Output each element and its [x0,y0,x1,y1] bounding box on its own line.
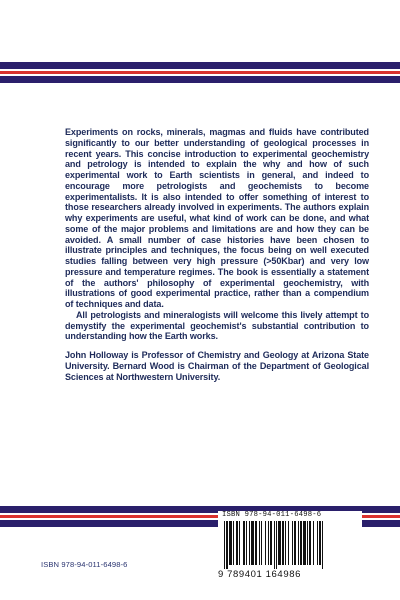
barcode-bar [259,521,260,565]
author-bios: John Holloway is Professor of Chemistry and Geology at Arizona State University. Bernard Wood is Chairman of the Department of Geological Sciences at Northwestern University. [65,350,369,382]
barcode-isbn-label: ISBN 978-94-011-6498-6 [222,511,322,519]
top-stripe-band [0,62,400,86]
isbn-footer: ISBN 978-94-011-6498-6 [41,560,128,569]
barcode-bar [268,521,269,565]
barcode-bar [261,521,262,565]
barcode-bar [239,521,240,565]
blurb-text [65,127,369,382]
barcode-bar [224,521,225,569]
barcode-bar [292,521,293,565]
blurb-paragraph-1: Experiments on rocks, minerals, magmas and fluids have contributed significantly to our better understanding of geological processes in recent years. This concise introduction to experimental geochemistry and petrology is intended to explain the why and how of such experimental work to Earth scientists in general, and indeed to encourage more petrologists and geochemists to become experimentalists. It is also intended to offer something of interest to those researchers already involved in experiments. The authors explain why experiments are useful, what kind of work can be done, and what some of the major problems and limitations are and how they can be avoided. A small number of case histories have been chosen to illustrate principles and techniques, the focus being on well executed studies falling between very high pressure (>50Kbar) and very low pressure and temperature regimes. The book is essentially a statement of the authors' philosophy of experimental geochemistry, with illustrations of good experimental practice, rather than a compendium of techniques and data. [65,127,369,309]
barcode-bar [276,521,277,569]
barcode-bar [255,521,257,565]
barcode-bar [309,521,311,565]
barcode-bar [249,521,250,565]
barcode-bar [226,521,228,569]
barcode-bar [233,521,234,565]
barcode-bar [322,521,323,569]
barcode-bar [307,521,308,565]
top-navy-stripe-2 [0,76,400,83]
barcode-bar [274,521,275,569]
barcode-bar [319,521,321,565]
barcode-block [218,511,362,580]
barcode-bar [270,521,272,565]
barcode-bar [300,521,302,565]
barcode-bar [251,521,254,565]
barcode-bar [278,521,281,565]
barcode-bar [236,521,238,565]
barcode-bar [303,521,306,565]
barcode-bar [285,521,286,565]
barcode-digits: 9 789401 164986 [218,569,301,580]
top-navy-stripe-1 [0,62,400,69]
barcode-bar [298,521,299,565]
barcode-bar [317,521,318,565]
barcode-bar [243,521,245,565]
barcode-bar [288,521,289,565]
blurb-paragraph-2: All petrologists and mineralogists will welcome this lively attempt to demystify the experimental geochemist's substantial contribution to understanding how the Earth works. [65,309,369,342]
barcode-bar [229,521,232,565]
top-red-stripe [0,71,400,74]
barcode-bar [282,521,284,565]
barcode-bar [246,521,247,565]
barcode-bar [313,521,314,565]
barcode-bar [294,521,296,565]
barcode-bar [265,521,266,565]
barcode-image [222,521,358,569]
